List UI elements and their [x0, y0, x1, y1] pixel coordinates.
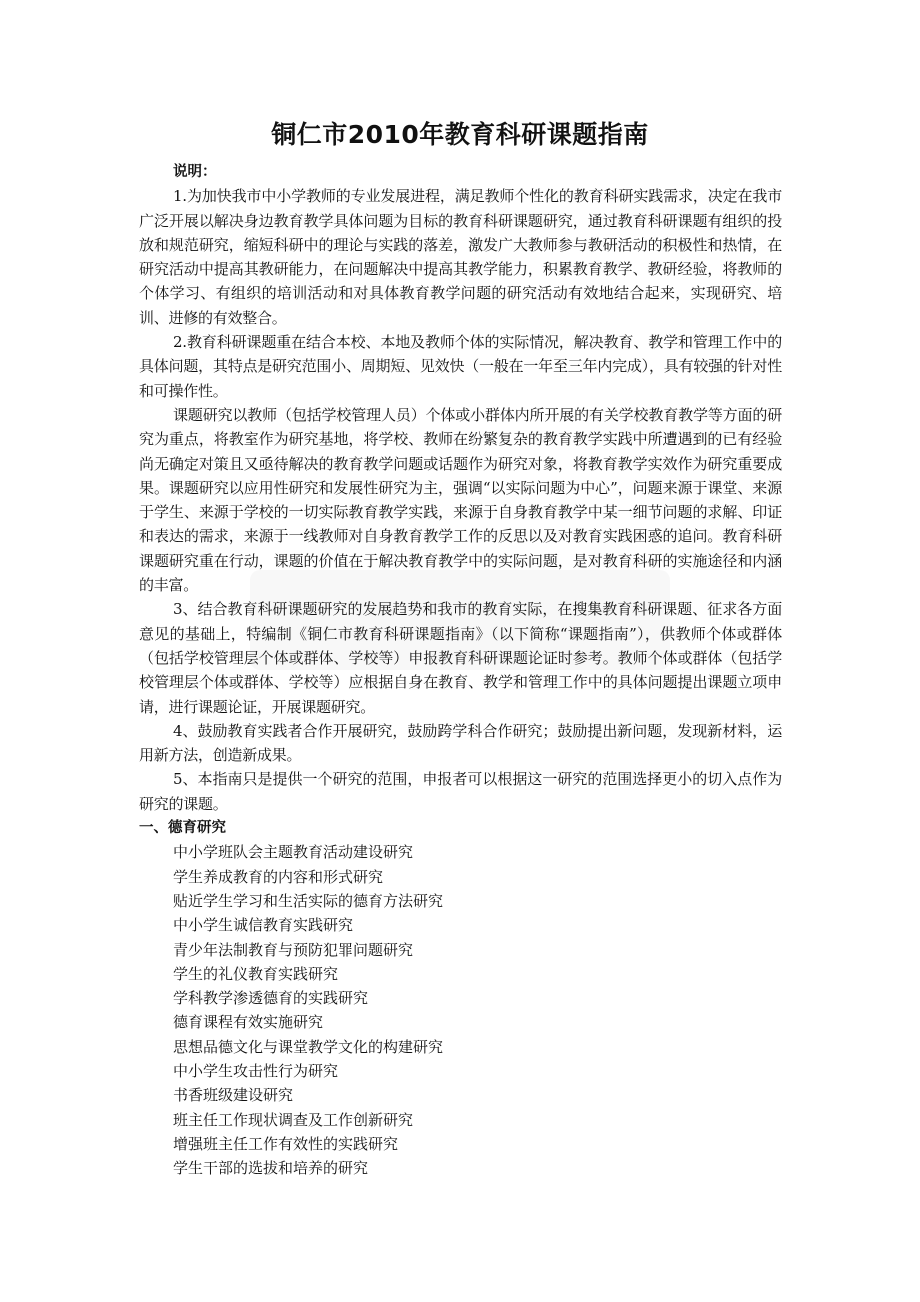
- list-item: 中小学生诚信教育实践研究: [173, 916, 354, 935]
- paragraph-5: 4、鼓励教育实践者合作开展研究，鼓励跨学科合作研究；鼓励提出新问题，发现新材料，运用新方法，创造新成果。: [139, 721, 782, 765]
- topic-list: [139, 840, 782, 1180]
- list-item: 中小学班队会主题教育活动建设研究: [173, 843, 414, 862]
- document-title: 铜仁市2010年教育科研课题指南: [271, 120, 649, 149]
- document-body: [139, 160, 782, 1180]
- list-item: 中小学生攻击性行为研究: [173, 1061, 339, 1080]
- list-item: 德育课程有效实施研究: [173, 1013, 324, 1032]
- paragraph-3: 课题研究以教师（包括学校管理人员）个体或小群体内所开展的有关学校教育教学等方面的研究为重点，将教室作为研究基地，将学校、教师在纷繁复杂的教育教学实践中所遭遇到的已有经验尚无确定对策且又亟待解决的教育教学问题或话题作为研究对象，将教育教学实效作为研究重要成果。课题研究以应用性研究和发展性研究为主，强调“以实际问题为中心”，问题来源于课堂、来源于学生、来源于学校的一切实际教育教学实践，来源于自身教育教学中某一细节问题的求解、印证和表达的需求，来源于一线教师对自身教育教学工作的反思以及对教育实践困惑的追问。教育科研课题研究重在行动，课题的价值在于解决教育教学中的实际问题，是对教育科研的实施途径和内涵的丰富。: [139, 405, 782, 595]
- paragraph-4: 3、结合教育科研课题研究的发展趋势和我市的教育实际，在搜集教育科研课题、征求各方面意见的基础上，特编制《铜仁市教育科研课题指南》（以下简称“课题指南”），供教师个体或群体（包括学校管理层个体或群体、学校等）申报教育科研课题论证时参考。教师个体或群体（包括学校管理层个体或群体、学校等）应根据自身在教育、教学和管理工作中的具体问题提出课题立项申请，进行课题论证，开展课题研究。: [139, 600, 782, 716]
- list-item: 增强班主任工作有效性的实践研究: [173, 1134, 399, 1153]
- list-item: 书香班级建设研究: [173, 1086, 294, 1105]
- list-item: 学科教学渗透德育的实践研究: [173, 989, 369, 1008]
- paragraph-2: 2.教育科研课题重在结合本校、本地及教师个体的实际情况，解决教育、教学和管理工作中的具体问题，其特点是研究范围小、周期短、见效快（一般在一年至三年内完成），具有较强的针对性和可操作性。: [139, 333, 782, 400]
- paragraph-1: 1.为加快我市中小学教师的专业发展进程，满足教师个性化的教育科研实践需求，决定在我市广泛开展以解决身边教育教学具体问题为目标的教育科研课题研究，通过教育科研课题有组织的投放和规范研究，缩短科研中的理论与实践的落差，激发广大教师参与教研活动的积极性和热情，在研究活动中提高其教研能力，在问题解决中提高其教学能力，积累教育教学、教研经验，将教师的个体学习、有组织的培训活动和对具体教育教学问题的研究活动有效地结合起来，实现研究、培训、进修的有效整合。: [139, 187, 782, 327]
- list-item: 学生的礼仪教育实践研究: [173, 964, 339, 983]
- intro-label: 说明：: [173, 164, 217, 180]
- paragraph-6: 5、本指南只是提供一个研究的范围，申报者可以根据这一研究的范围选择更小的切入点作为研究的课题。: [139, 770, 782, 813]
- list-item: 班主任工作现状调查及工作创新研究: [173, 1110, 414, 1129]
- list-item: 思想品德文化与课堂教学文化的构建研究: [173, 1037, 444, 1056]
- list-item: 学生养成教育的内容和形式研究: [173, 867, 384, 886]
- list-item: 学生干部的选拔和培养的研究: [173, 1159, 369, 1178]
- list-item: 青少年法制教育与预防犯罪问题研究: [173, 940, 414, 959]
- section-heading: 一、德育研究: [139, 820, 226, 837]
- list-item: 贴近学生学习和生活实际的德育方法研究: [173, 891, 444, 910]
